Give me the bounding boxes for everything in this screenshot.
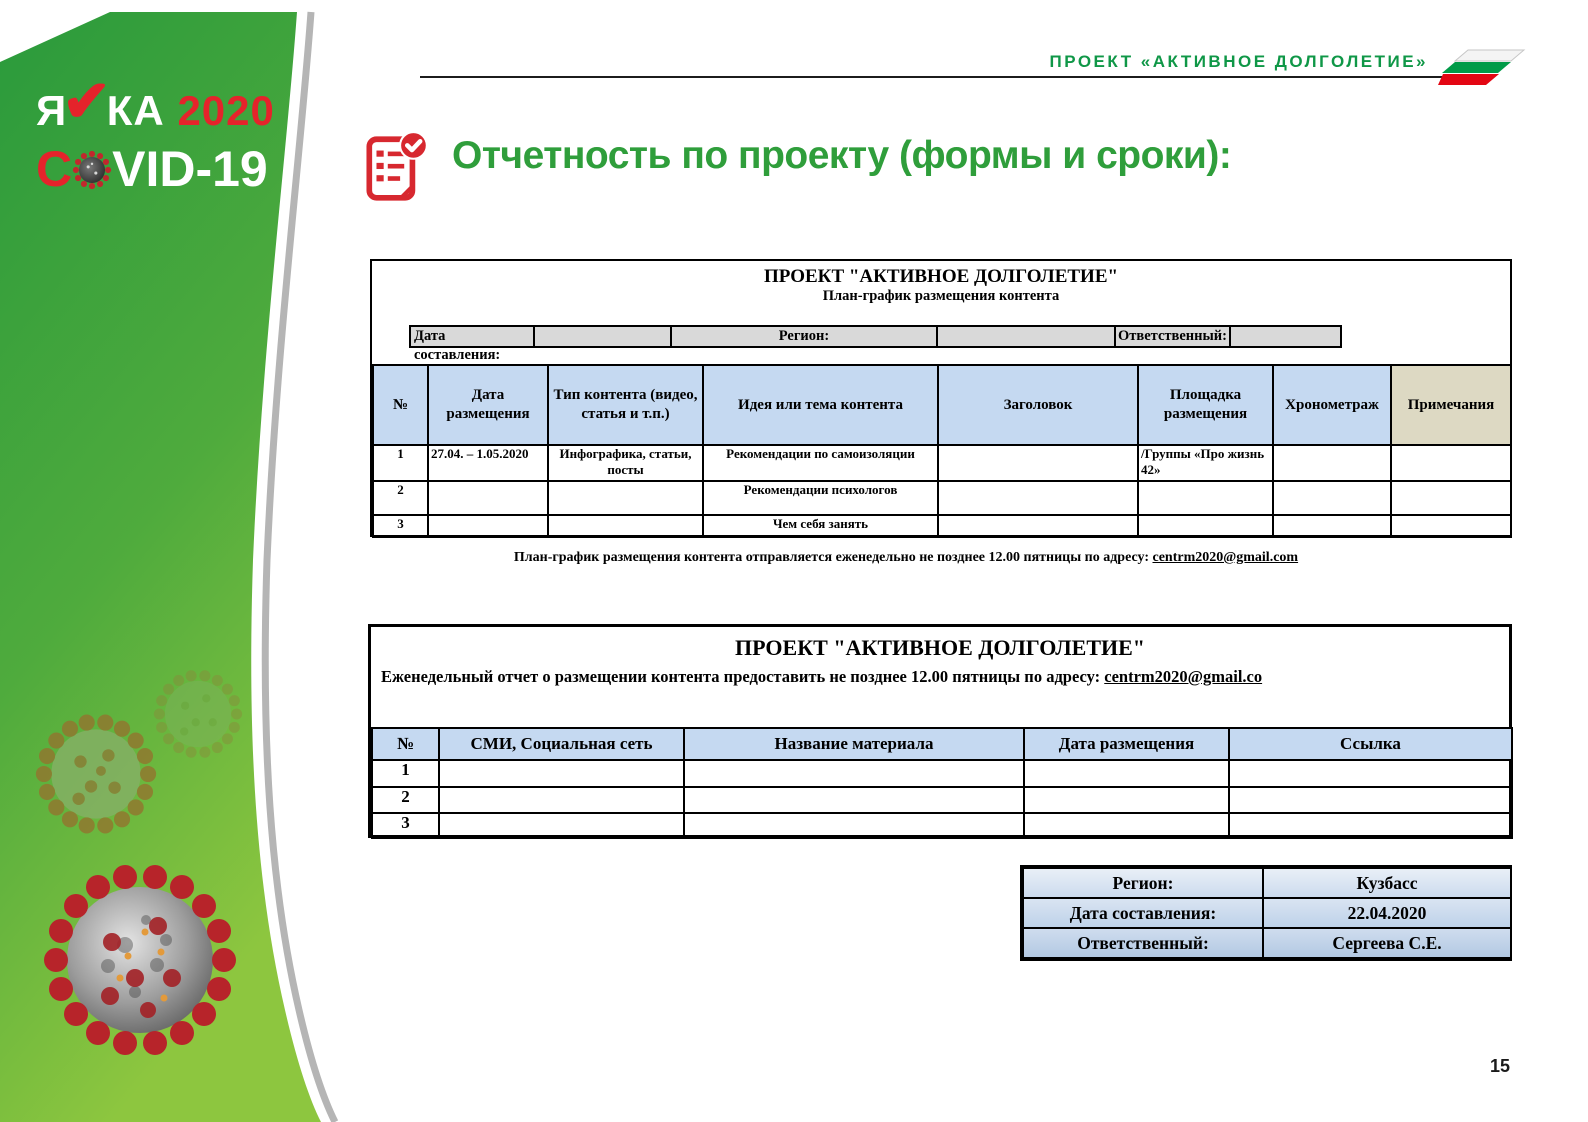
table-cell: [1138, 515, 1273, 537]
table-cell: [1391, 481, 1511, 515]
info-bar-label: Регион:: [672, 327, 938, 346]
table-cell: 1: [373, 445, 428, 481]
plan-deadline-note: [370, 550, 1442, 566]
table-cell: [1391, 515, 1511, 537]
table-cell: [1024, 760, 1229, 787]
table-cell: [439, 813, 684, 838]
table1-info-bar: [409, 325, 1342, 363]
weekly-report-panel: [368, 624, 1512, 838]
table-cell: 1: [372, 760, 439, 787]
table-cell: [684, 760, 1024, 787]
content-plan-table: [372, 364, 1512, 538]
info-bar-field: [938, 327, 1116, 346]
column-header: Идея или тема контента: [703, 365, 938, 445]
table2-title: ПРОЕКТ "АКТИВНОЕ ДОЛГОЛЕТИЕ": [735, 635, 1145, 660]
responsible-value: Сергеева С.Е.: [1263, 928, 1511, 958]
table-cell: 2: [373, 481, 428, 515]
weekly-report-table: [371, 727, 1513, 839]
table-cell: Инфографика, статьи, посты: [548, 445, 703, 481]
table-header-row: [373, 365, 1511, 445]
table-cell: [1229, 787, 1512, 813]
table-cell: [684, 813, 1024, 838]
report-deadline-note: [371, 661, 1509, 687]
info-bar-label: Ответственный:: [1116, 327, 1231, 346]
table-row: [373, 445, 1511, 481]
info-bar-field: [1231, 327, 1340, 346]
column-header: СМИ, Социальная сеть: [439, 728, 684, 760]
table-row: [372, 813, 1512, 838]
table-cell: /Группы «Про жизнь 42»: [1138, 445, 1273, 481]
responsible-label: Ответственный:: [1023, 928, 1263, 958]
table-row: [1023, 928, 1511, 958]
event-logo: [36, 69, 275, 202]
column-header: Название материала: [684, 728, 1024, 760]
column-header: Заголовок: [938, 365, 1138, 445]
table-cell: [938, 515, 1138, 537]
table-cell: 27.04. – 1.05.2020: [428, 445, 548, 481]
logo-line-covid: C VID-19: [36, 143, 275, 203]
table-cell: [1273, 445, 1391, 481]
table-cell: [1229, 813, 1512, 838]
table-row: [1023, 868, 1511, 898]
column-header: №: [372, 728, 439, 760]
region-value: Кузбасс: [1263, 868, 1511, 898]
column-header: №: [373, 365, 428, 445]
header-divider: [420, 76, 1472, 78]
page-title: Отчетность по проекту (формы и сроки):: [452, 134, 1232, 177]
column-header: Площадка размещения: [1138, 365, 1273, 445]
column-header: Дата размещения: [1024, 728, 1229, 760]
table-cell: [1024, 813, 1229, 838]
region-info-panel: [1020, 865, 1512, 961]
column-header: Тип контента (видео, статья и т.п.): [548, 365, 703, 445]
table-cell: 3: [372, 813, 439, 838]
table-cell: [439, 760, 684, 787]
table-row: [373, 515, 1511, 537]
table-cell: [684, 787, 1024, 813]
note-text: Еженедельный отчет о размещении контента предоставить не позднее 12.00 пятницы по адресу:: [381, 667, 1105, 686]
flag-icon: [1438, 46, 1530, 90]
coronavirus-image: [40, 860, 240, 1060]
page-number: 15: [1490, 1056, 1511, 1076]
table1-title: ПРОЕКТ "АКТИВНОЕ ДОЛГОЛЕТИЕ": [763, 266, 1119, 287]
table-header-row: [372, 728, 1512, 760]
table-cell: [1273, 481, 1391, 515]
email-link[interactable]: centrm2020@gmail.com: [1152, 550, 1299, 565]
column-header: Дата размещения: [428, 365, 548, 445]
info-bar-label: Дата составления:: [411, 327, 535, 346]
table-row: [1023, 898, 1511, 928]
virus-watermark-icon: [152, 668, 244, 760]
table-cell: Чем себя занять: [703, 515, 938, 537]
table-row: [372, 787, 1512, 813]
logo-line-yavka: Я✔КА 2020: [36, 69, 275, 134]
table-cell: [439, 787, 684, 813]
date-value: 22.04.2020: [1263, 898, 1511, 928]
region-label: Регион:: [1023, 868, 1263, 898]
table-cell: [1229, 760, 1512, 787]
table-cell: [1391, 445, 1511, 481]
table-cell: [428, 515, 548, 537]
project-header-label: ПРОЕКТ «АКТИВНОЕ ДОЛГОЛЕТИЕ»: [1049, 52, 1428, 71]
note-text: План-график размещения контента отправляется еженедельно не позднее 12.00 пятницы по адресу:: [513, 550, 1153, 565]
table-cell: 2: [372, 787, 439, 813]
email-link[interactable]: centrm2020@gmail.co: [1104, 667, 1263, 686]
table1-subtitle: План-график размещения контента: [822, 287, 1060, 304]
info-bar-field: [535, 327, 672, 346]
column-header: Примечания: [1391, 365, 1511, 445]
table-cell: [938, 481, 1138, 515]
table-cell: [548, 481, 703, 515]
checkmark-icon: ✔: [62, 69, 112, 134]
table-cell: [1024, 787, 1229, 813]
column-header: Хронометраж: [1273, 365, 1391, 445]
date-label: Дата составления:: [1023, 898, 1263, 928]
table-cell: 3: [373, 515, 428, 537]
table-cell: Рекомендации по самоизоляции: [703, 445, 938, 481]
table-cell: [938, 445, 1138, 481]
table-cell: [548, 515, 703, 537]
table-row: [372, 760, 1512, 787]
region-info-table: [1022, 867, 1512, 959]
content-plan-panel: [370, 259, 1512, 537]
table-cell: [1273, 515, 1391, 537]
table-cell: [428, 481, 548, 515]
clipboard-check-icon: [362, 130, 430, 206]
table-cell: Рекомендации психологов: [703, 481, 938, 515]
table-cell: [1138, 481, 1273, 515]
table-row: [373, 481, 1511, 515]
virus-icon: [69, 147, 115, 203]
virus-watermark-icon: [34, 712, 158, 836]
column-header: Ссылка: [1229, 728, 1512, 760]
